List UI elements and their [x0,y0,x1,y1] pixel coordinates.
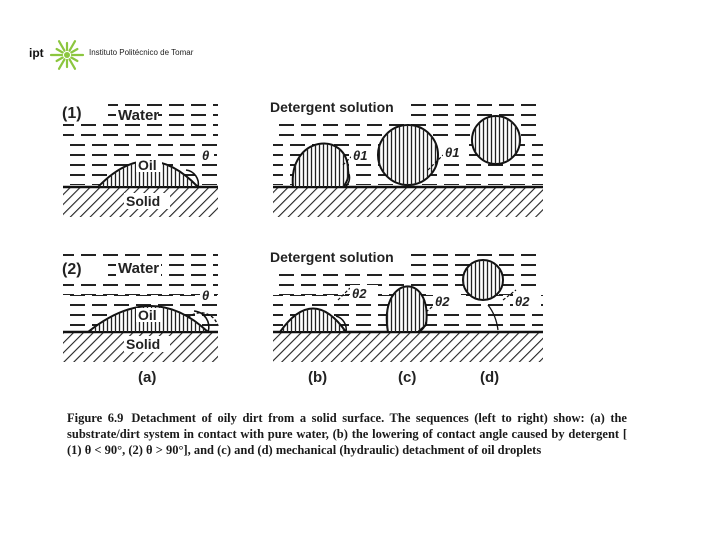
theta2-label-d: θ2 [515,294,530,309]
row2-theta-label: θ [202,288,210,303]
row1-solid-label: Solid [126,193,161,209]
panel-a-row1 [58,100,218,217]
panel-label-b: (b) [308,369,328,386]
starburst-center [64,52,70,58]
panel-label-c: (c) [398,369,417,386]
starburst-ray [57,58,63,62]
row1-theta-label: θ [202,148,210,163]
oily-dirt-detachment-diagram [58,90,648,395]
caption-text: Detachment of oily dirt from a solid surface. The sequences (left to right) show: (a) the substrate/dirt system in contact with pure water, (b) the lowering of contact angle caused by detergent [ (1) θ < 90°, (2) θ > 90°], and (c) and (d) mechanical (hydraulic) detachment of oil droplets [67,411,627,457]
institution-name: Instituto Politécnico de Tomar [89,48,194,57]
theta2-label-b: θ2 [352,286,367,301]
theta1-label-c: θ1 [445,145,460,160]
starburst-ray [71,49,77,53]
starburst-ray [70,41,76,51]
row1-number: (1) [62,105,82,122]
panel-label-a: (a) [138,369,157,386]
row2-oil-label: Oil [138,307,157,323]
row2-number: (2) [62,261,82,278]
detergent-label-bottom: Detergent solution [270,249,394,265]
panel-a-row2 [58,250,218,362]
starburst-ray [59,41,65,51]
institution-logo [29,37,219,73]
theta2-label-c: θ2 [435,294,450,309]
detergent-label-top: Detergent solution [270,99,394,115]
starburst-ray [71,58,77,62]
logo-abbreviation: ipt [29,46,44,60]
starburst-ray [70,59,76,69]
panel-label-d: (d) [480,369,500,386]
row1-water-label: Water [118,107,160,124]
figure-caption [67,410,627,458]
theta1-label-b: θ1 [353,148,368,163]
row2-water-label: Water [118,260,160,277]
starburst-icon [49,37,85,73]
caption-label: Figure 6.9 [67,411,124,425]
panels-bcd-row2 [268,248,543,362]
panels-bcd-row1 [268,98,543,217]
row2-solid-label: Solid [126,336,161,352]
starburst-ray [59,59,65,69]
starburst-ray [57,49,63,53]
row1-oil-label: Oil [138,157,157,173]
